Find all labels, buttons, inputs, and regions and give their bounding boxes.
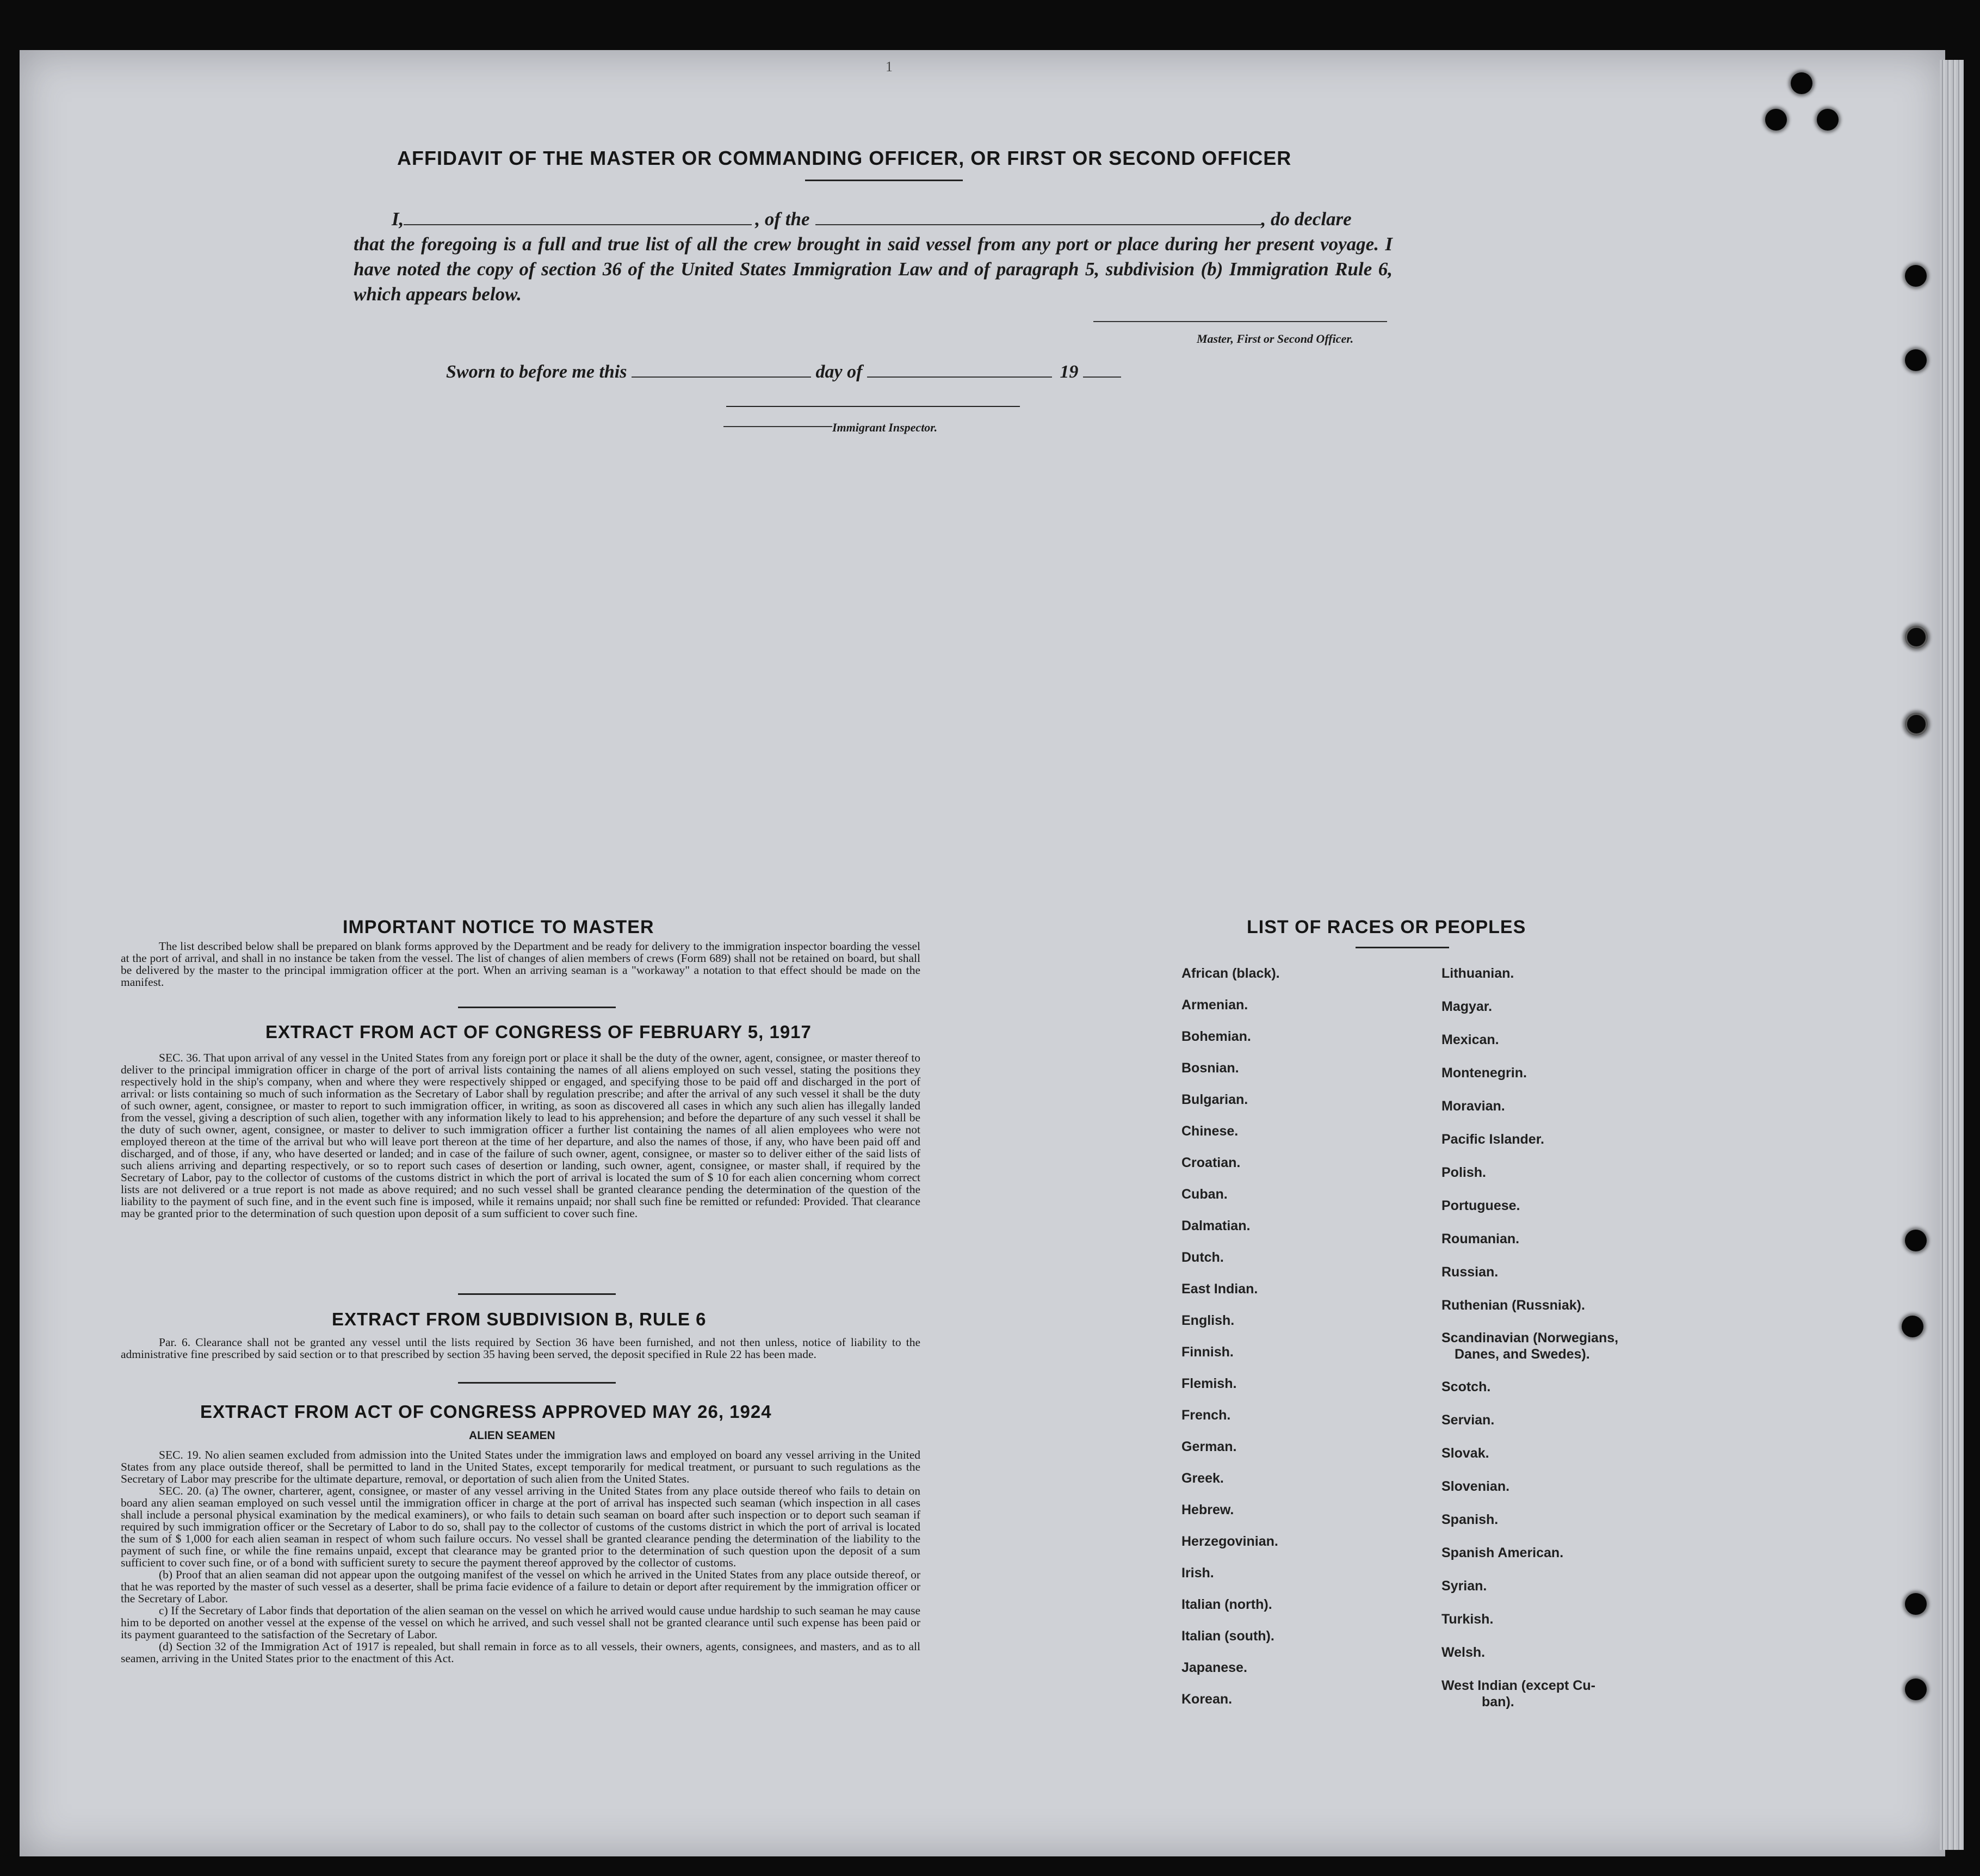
title-underline	[805, 180, 963, 181]
race-item: Dalmatian.	[1181, 1218, 1251, 1233]
race-item: Moravian.	[1441, 1099, 1505, 1114]
race-item: Slovak.	[1441, 1446, 1489, 1461]
race-item: Ruthenian (Russniak).	[1441, 1298, 1585, 1313]
race-item: English.	[1181, 1313, 1235, 1328]
year-prefix: 19	[1060, 362, 1079, 382]
section-20d: (d) Section 32 of the Immigration Act of 1917 is repealed, but shall remain in force as to all vessels, their owners, agents, consignees, and masters, and as to all seamen, arriving in the United States prior to the enactment of this Act.	[121, 1640, 920, 1665]
race-item: Danes, and Swedes).	[1455, 1347, 1590, 1362]
race-item: Italian (north).	[1181, 1597, 1272, 1612]
race-item: Servian.	[1441, 1412, 1495, 1428]
race-item: Hebrew.	[1181, 1502, 1234, 1517]
race-item: Bosnian.	[1181, 1060, 1239, 1076]
punch-hole	[1791, 72, 1812, 94]
race-item: Bulgarian.	[1181, 1092, 1248, 1107]
race-item: Bohemian.	[1181, 1029, 1251, 1044]
race-item: Croatian.	[1181, 1155, 1241, 1170]
extract-rule6-title: EXTRACT FROM SUBDIVISION B, RULE 6	[332, 1309, 707, 1329]
race-item: Greek.	[1181, 1471, 1224, 1486]
race-item: German.	[1181, 1439, 1237, 1454]
race-item: Scandinavian (Norwegians,	[1441, 1330, 1619, 1346]
race-item: Armenian.	[1181, 997, 1248, 1013]
extract-rule6-divider	[458, 1382, 616, 1384]
sworn-day-field[interactable]	[632, 377, 811, 378]
race-item: Mexican.	[1441, 1032, 1499, 1047]
affidavit-do-declare: , do declare	[1261, 208, 1352, 230]
section-19: SEC. 19. No alien seamen excluded from admission into the United States under the immigration laws and employed on board any vessel arriving in the United States from any place outside thereof, shall be permitted to land in the United States, except temporarily for medical treatment, or pursuant to such regulations as the Secretary of Labor may prescribe for the ultimate departure, removal, or deportation of such alien from the United States.	[121, 1448, 920, 1485]
race-item: Scotch.	[1441, 1379, 1491, 1394]
race-item: Finnish.	[1181, 1344, 1234, 1360]
race-item: Roumanian.	[1441, 1231, 1520, 1246]
page-mark: 1	[886, 59, 893, 75]
notice-body: The list described below shall be prepared on blank forms approved by the Department and be ready for delivery to the immigration inspector boarding the vessel at the port of arrival, and shall in no instance be taken from the vessel. The list of changes of alien members of crews (Form 689) shall not be retained on board, but shall be delivered by the master to the principal immigration officer at the port. When an arriving seaman is a "workaway" a notation to that effect should be made on the manifest.	[121, 940, 920, 989]
punch-hole	[1817, 109, 1839, 131]
punch-hole	[1905, 349, 1927, 371]
signature-caption: Master, First or Second Officer.	[1197, 332, 1354, 345]
race-item: Magyar.	[1441, 999, 1493, 1014]
section-20a: SEC. 20. (a) The owner, charterer, agent, consignee, or master of any vessel arriving in the United States from any place outside thereof who fails to detain on board any alien seaman employed on such vessel until the immigration officer in charge at the port of arrival has inspected such seaman (which inspection in all cases shall include a personal physical examination by the medical examiners), or who fails to detain such seaman on board after such inspection or to deport such seaman if required by such immigration officer or the Secretary of Labor to do so, shall pay to the collector of customs of the customs district in which the port of arrival is located the sum of $ 1,000 for each alien seaman in respect of whom such failure occurs. No vessel shall be granted clearance pending the determination of the liability to the payment of such fine, or while the fine remains unpaid, except that clearance may be granted prior to the determination of such question upon the deposit of a sum sufficient to cover such fine, or of a bond with sufficient surety to secure the payment thereof approved by the collector of customs.	[121, 1484, 920, 1569]
affidavit-title: AFFIDAVIT OF THE MASTER OR COMMANDING OFFICER, OR FIRST OR SECOND OFFICER	[397, 147, 1292, 169]
sworn-text: Sworn to before me this	[446, 362, 627, 382]
section-20c: c) If the Secretary of Labor finds that deportation of the alien seaman on the vessel on which he arrived would cause undue hardship to such seaman he may cause him to be deported on another vessel at the expense of the vessel on which he arrived, and such vessel shall not be granted clearance until such expense has been paid or its payment guaranteed to the satisfaction of the Secretary of Labor.	[121, 1604, 920, 1641]
affidavit-i: I,	[392, 208, 404, 230]
race-item: Irish.	[1181, 1565, 1214, 1581]
punch-hole	[1905, 1230, 1927, 1251]
affidavit-first-line	[354, 207, 1393, 232]
race-item: Pacific Islander.	[1441, 1132, 1544, 1147]
race-item: Cuban.	[1181, 1187, 1228, 1202]
race-item: African (black).	[1181, 966, 1280, 981]
race-item: Polish.	[1441, 1165, 1486, 1180]
race-item: Slovenian.	[1441, 1479, 1510, 1494]
race-item: Chinese.	[1181, 1124, 1239, 1139]
page-edge-stack	[1940, 60, 1964, 1850]
affidavit-of-the: , of the	[755, 208, 810, 230]
inspector-signature-field[interactable]	[723, 426, 832, 427]
affidavit-body	[354, 207, 1393, 307]
punch-hole	[1905, 265, 1927, 287]
punch-hole	[1905, 626, 1928, 649]
race-item: Turkish.	[1441, 1612, 1494, 1627]
punch-hole	[1902, 1316, 1923, 1337]
extract-1917-divider	[458, 1293, 616, 1295]
race-item: ban).	[1482, 1694, 1514, 1710]
race-item: Lithuanian.	[1441, 966, 1514, 981]
alien-seamen-subtitle: ALIEN SEAMEN	[469, 1429, 555, 1442]
extract-1917-body: SEC. 36. That upon arrival of any vessel in the United States from any foreign port or place it shall be the duty of the owner, agent, consignee, or master thereof to deliver to the principal immigration officer in charge of the port of arrival lists containing the names of all aliens employed on such vessel, stating the positions they respectively hold in the ship's company, when and where they were respectively shipped or engaged, and specifying those to be paid off and discharged in the port of arrival: or lists containing so much of such information as the Secretary of Labor shall by regulation prescribe; and after the arrival of any such vessel it shall be the duty of such owner, agent, consignee, or master to report to such immigration officer, in writing, as soon as discovered all cases in which any such alien has illegally landed from the vessel, giving a description of such alien, together with any information likely to lead to his apprehension; and before the departure of any such vessel it shall be the duty of such owner, agent, consignee, or master to deliver to such immigration officer a further list containing the names of all alien employees who were not employed thereon at the time of the arrival but who will leave port thereon at the time of her departure, and also the names of those, if any, who have been paid off and discharged, and of those, if any, who have deserted or landed; and in case of the failure of such owner, agent, consignee, or master so to deliver either of the said lists of such aliens arriving and departing respectively, or so to report such cases of desertion or landing, such owner, agent, consignee, or master shall, if required by the Secretary of Labor, pay to the collector of customs of the customs district in which the port of arrival is located the sum of $ 10 for each alien concerning whom correct lists are not delivered or a true report is not made as above required; and no such vessel shall be granted clearance pending the determination of the question of the liability to the payment of such fine, and in the event such fine is imposed, while it remains unpaid; nor shall such fine be remitted or refunded: Provided. That clearance may be granted prior to the determination of such question upon deposit of a sum sufficient to cover such fine.	[121, 1051, 920, 1220]
races-title-underline	[1356, 947, 1449, 948]
punch-hole	[1905, 713, 1928, 736]
sworn-year-field[interactable]	[1083, 377, 1121, 378]
race-item: French.	[1181, 1408, 1231, 1423]
race-item: Korean.	[1181, 1692, 1233, 1707]
section-20b: (b) Proof that an alien seaman did not appear upon the outgoing manifest of the vessel on which he arrived in the United States from any place outside thereof, or that he was reported by the master of such vessel as a deserter, shall be prima facie evidence of a failure to detain or deport after requirement by the immigration officer or the Secretary of Labor.	[121, 1568, 920, 1605]
extract-rule6-body: Par. 6. Clearance shall not be granted any vessel until the lists required by Section 36 have been furnished, and not then unless, notice of liability to the administrative fine prescribed by said section or to that prescribed by section 35 having been served, the deposit specified in Rule 22 has been made.	[121, 1336, 920, 1361]
race-item: Spanish American.	[1441, 1545, 1564, 1560]
race-item: Herzegovinian.	[1181, 1534, 1278, 1549]
inspector-caption: Immigrant Inspector.	[832, 421, 938, 434]
officer-signature-field[interactable]	[1093, 321, 1387, 322]
vessel-name-field[interactable]	[815, 224, 1261, 225]
inspector-signature-line	[726, 406, 1020, 407]
day-of-text: day of	[815, 362, 863, 382]
notice-title: IMPORTANT NOTICE TO MASTER	[343, 917, 654, 937]
race-item: Dutch.	[1181, 1250, 1224, 1265]
extract-1924-body	[121, 1449, 920, 1664]
affidavit-declaration-text: that the foregoing is a full and true list of all the crew brought in said vessel from any port or place during her present voyage. I have noted the copy of section 36 of the United States Immigration Law and of paragraph 5, subdivision (b) Immigration Rule 6, which appears below.	[354, 233, 1393, 305]
race-item: Italian (south).	[1181, 1628, 1274, 1644]
punch-hole	[1905, 1593, 1927, 1615]
extract-1924-title: EXTRACT FROM ACT OF CONGRESS APPROVED MAY 26, 1924	[200, 1402, 772, 1422]
sworn-month-field[interactable]	[867, 377, 1052, 378]
declarant-name-field[interactable]	[404, 224, 752, 225]
notice-divider	[458, 1007, 616, 1008]
race-item: Spanish.	[1441, 1512, 1499, 1527]
race-item: West Indian (except Cu-	[1441, 1678, 1595, 1693]
race-item: Flemish.	[1181, 1376, 1237, 1391]
extract-1917-title: EXTRACT FROM ACT OF CONGRESS OF FEBRUARY 5, 1917	[265, 1022, 812, 1042]
race-item: Welsh.	[1441, 1645, 1486, 1660]
punch-hole	[1905, 1678, 1927, 1700]
race-item: Portuguese.	[1441, 1198, 1520, 1213]
race-item: East Indian.	[1181, 1281, 1258, 1297]
race-item: Montenegrin.	[1441, 1065, 1527, 1081]
race-item: Japanese.	[1181, 1660, 1247, 1675]
race-item: Syrian.	[1441, 1578, 1487, 1594]
punch-hole	[1765, 109, 1787, 131]
sworn-line	[446, 362, 1121, 382]
race-item: Russian.	[1441, 1264, 1499, 1280]
races-title: LIST OF RACES OR PEOPLES	[1247, 917, 1526, 937]
